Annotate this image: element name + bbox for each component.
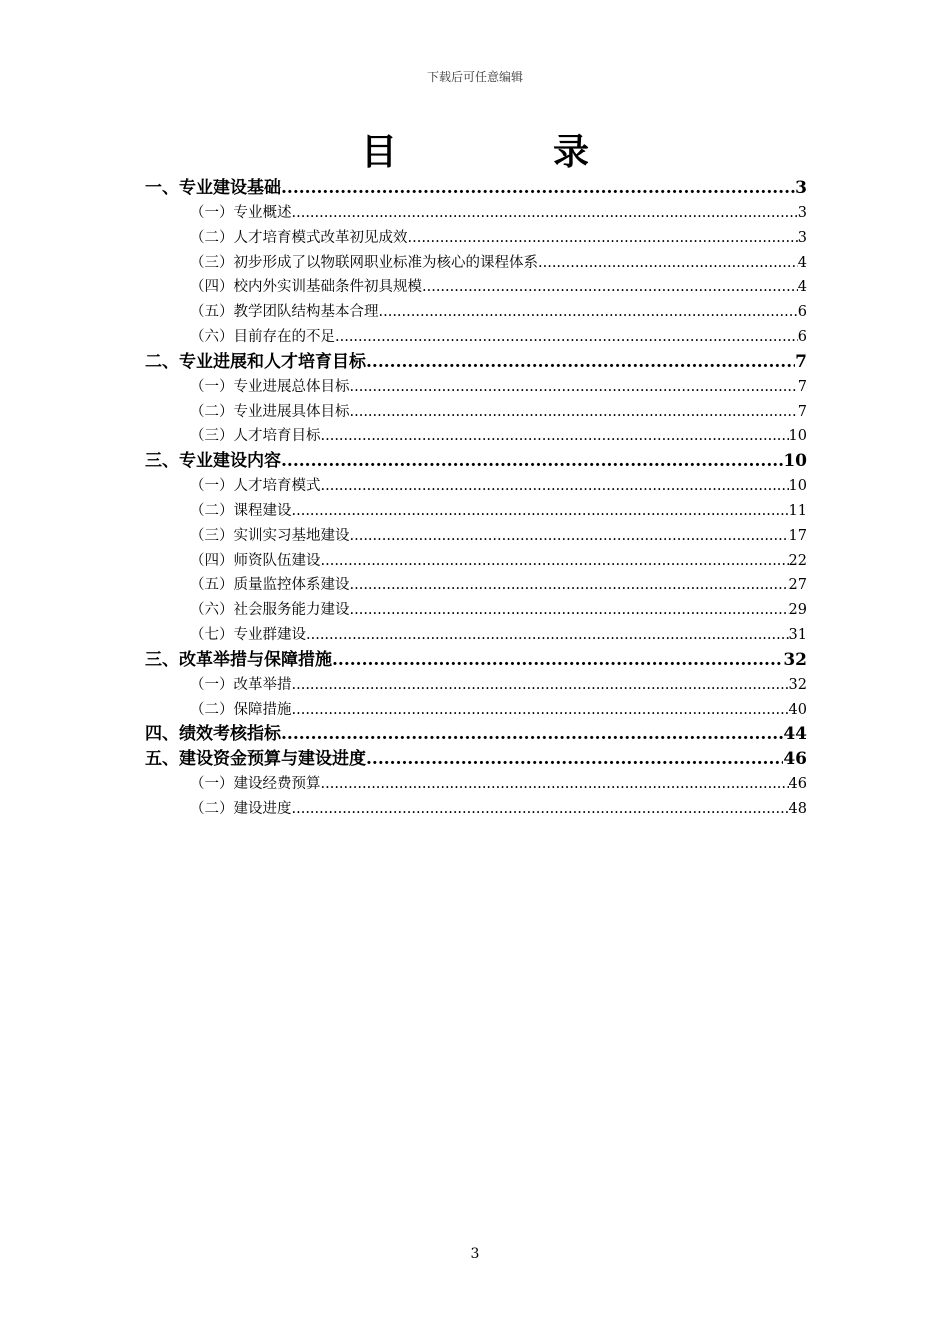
toc-subsection-entry[interactable] <box>145 400 807 425</box>
toc-entry-page: 44 <box>783 724 807 745</box>
toc-dot-leader <box>292 698 789 723</box>
toc-dot-leader <box>332 648 783 673</box>
toc-subsection-entry[interactable] <box>145 325 807 350</box>
page-title: 目 录 <box>360 131 649 173</box>
page-number: 3 <box>470 1246 480 1262</box>
toc-entry-page: 27 <box>788 577 807 594</box>
toc-entry-page: 3 <box>797 229 807 246</box>
toc-entry-page: 10 <box>788 478 807 495</box>
toc-entry-label: （六）社会服务能力建设 <box>190 602 350 619</box>
toc-dot-leader <box>422 275 798 300</box>
toc-entry-label: 五、建设资金预算与建设进度 <box>145 749 366 770</box>
toc-entry-label: （三）实训实习基地建设 <box>190 527 350 544</box>
toc-entry-label: （二）保障措施 <box>190 701 292 718</box>
toc-entry-page: 10 <box>783 451 807 472</box>
toc-entry-page: 3 <box>797 205 807 221</box>
toc-entry-page: 48 <box>788 801 807 818</box>
toc-subsection-entry[interactable] <box>145 499 807 524</box>
toc-entry-label: 四、绩效考核指标 <box>145 724 281 745</box>
toc-dot-leader <box>538 251 798 276</box>
toc-section-entry[interactable] <box>145 747 807 772</box>
toc-entry-label: （三）初步形成了以物联网职业标准为核心的课程体系 <box>190 254 538 271</box>
toc-entry-label: 三、专业建设内容 <box>145 451 281 472</box>
toc-subsection-entry[interactable] <box>145 474 807 499</box>
toc-dot-leader <box>350 598 789 623</box>
toc-entry-page: 3 <box>795 178 807 198</box>
toc-dot-leader <box>408 226 798 251</box>
toc-entry-page: 11 <box>788 502 807 519</box>
toc-subsection-entry[interactable] <box>145 772 807 797</box>
toc-subsection-entry[interactable] <box>145 300 807 325</box>
toc-entry-label: （七）专业群建设 <box>190 626 306 643</box>
toc-dot-leader <box>366 747 783 772</box>
toc-entry-page: 46 <box>788 776 807 793</box>
toc-entry-page: 7 <box>797 403 807 420</box>
toc-entry-label: （二）人才培育模式改革初见成效 <box>190 229 408 246</box>
toc-entry-label: （四）师资队伍建设 <box>190 552 321 569</box>
toc-dot-leader <box>281 449 783 474</box>
toc-subsection-entry[interactable] <box>145 226 807 251</box>
toc-entry-page: 29 <box>788 602 807 619</box>
toc-dot-leader <box>350 400 798 425</box>
toc-entry-label: （二）课程建设 <box>190 502 292 519</box>
toc-subsection-entry[interactable] <box>145 201 807 226</box>
toc-subsection-entry[interactable] <box>145 275 807 300</box>
toc-subsection-entry[interactable] <box>145 673 807 698</box>
header-note: 下载后可任意编辑 <box>426 70 523 84</box>
toc-dot-leader <box>281 722 783 747</box>
toc-entry-label: （二）建设进度 <box>190 801 292 818</box>
toc-entry-label: 三、改革举措与保障措施 <box>145 649 332 670</box>
toc-entry-label: （二）专业进展具体目标 <box>190 403 350 420</box>
toc-entry-label: （四）校内外实训基础条件初具规模 <box>190 279 422 296</box>
toc-dot-leader <box>379 300 798 325</box>
toc-entry-page: 4 <box>797 279 807 296</box>
toc-dot-leader <box>292 499 789 524</box>
toc-entry-label: （一）专业概述 <box>190 205 292 221</box>
toc-entry-page: 46 <box>783 749 807 770</box>
toc-entry-label: 二、专业进展和人才培育目标 <box>145 351 366 372</box>
toc-dot-leader <box>292 797 789 822</box>
toc-entry-page: 40 <box>788 701 807 718</box>
toc-subsection-entry[interactable] <box>145 424 807 449</box>
toc-section-entry[interactable] <box>145 722 807 747</box>
toc-entry-label: （一）建设经费预算 <box>190 776 321 793</box>
toc-entry-label: （六）目前存在的不足 <box>190 328 335 345</box>
toc-entry-page: 17 <box>788 527 807 544</box>
toc-dot-leader <box>281 176 795 201</box>
toc-entry-page: 7 <box>795 351 807 372</box>
toc-section-entry[interactable] <box>145 648 807 673</box>
toc-entry-page: 6 <box>797 328 807 345</box>
toc-section-entry[interactable] <box>145 350 807 375</box>
toc-entry-page: 22 <box>788 552 807 569</box>
toc-entry-label: （一）改革举措 <box>190 676 292 693</box>
toc-entry-label: （五）教学团队结构基本合理 <box>190 304 379 321</box>
toc-subsection-entry[interactable] <box>145 524 807 549</box>
toc-entry-page: 7 <box>797 378 807 395</box>
toc-entry-label: 一、专业建设基础 <box>145 178 281 198</box>
toc-dot-leader <box>292 673 789 698</box>
toc-dot-leader <box>306 623 789 648</box>
toc-entry-page: 10 <box>788 428 807 445</box>
toc-dot-leader <box>350 375 798 400</box>
toc-dot-leader <box>321 474 789 499</box>
toc-subsection-entry[interactable] <box>145 549 807 574</box>
toc-subsection-entry[interactable] <box>145 623 807 648</box>
toc-dot-leader <box>366 350 795 375</box>
toc-entry-label: （三）人才培育目标 <box>190 428 321 445</box>
toc-dot-leader <box>335 325 798 350</box>
toc-entry-label: （一）专业进展总体目标 <box>190 378 350 395</box>
toc-entry-page: 6 <box>797 304 807 321</box>
toc-subsection-entry[interactable] <box>145 573 807 598</box>
toc-dot-leader <box>350 524 789 549</box>
toc-dot-leader <box>321 424 789 449</box>
toc-entry-page: 31 <box>788 626 807 643</box>
toc-subsection-entry[interactable] <box>145 797 807 822</box>
toc-dot-leader <box>321 772 789 797</box>
toc-entry-label: （一）人才培育模式 <box>190 478 321 495</box>
toc-subsection-entry[interactable] <box>145 251 807 276</box>
toc-entry-label: （五）质量监控体系建设 <box>190 577 350 594</box>
table-of-contents <box>145 176 807 822</box>
toc-entry-page: 4 <box>797 254 807 271</box>
toc-dot-leader <box>321 549 789 574</box>
toc-dot-leader <box>350 573 789 598</box>
toc-dot-leader <box>292 201 798 226</box>
toc-section-entry[interactable] <box>145 176 807 201</box>
toc-section-entry[interactable] <box>145 449 807 474</box>
toc-subsection-entry[interactable] <box>145 698 807 723</box>
toc-subsection-entry[interactable] <box>145 598 807 623</box>
toc-entry-page: 32 <box>788 676 807 693</box>
toc-subsection-entry[interactable] <box>145 375 807 400</box>
toc-entry-page: 32 <box>783 649 807 670</box>
